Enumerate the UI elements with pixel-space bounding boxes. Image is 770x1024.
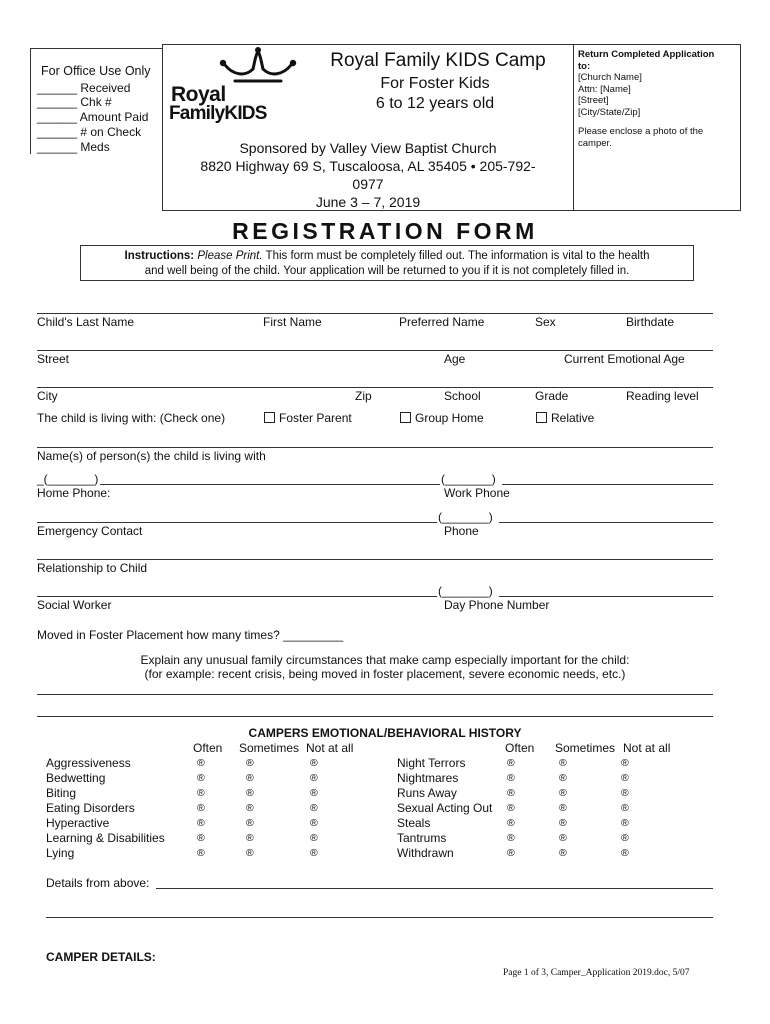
logo-familykids: FamilyKIDS (169, 103, 267, 124)
photo-note-2: camper. (578, 137, 612, 149)
history-item-left: Lying (46, 846, 75, 860)
label-preferred-name: Preferred Name (399, 315, 485, 329)
camp-dates: June 3 – 7, 2019 (315, 194, 421, 210)
radio-option-icon[interactable]: ® (621, 817, 629, 829)
group-home-label: Group Home (415, 411, 484, 425)
return-line-church: [Church Name] (578, 72, 642, 83)
option-foster-parent[interactable] (264, 411, 352, 425)
radio-option-icon[interactable]: ® (310, 847, 318, 859)
details-line-2[interactable] (46, 917, 713, 918)
history-item-left: Eating Disorders (46, 801, 135, 815)
relationship-line[interactable] (37, 559, 713, 560)
radio-option-icon[interactable]: ® (507, 757, 515, 769)
radio-option-icon[interactable]: ® (310, 832, 318, 844)
radio-option-icon[interactable]: ® (621, 832, 629, 844)
page-footer: Page 1 of 3, Camper_Application 2019.doc, 5/07 (503, 968, 690, 978)
label-work-phone: Work Phone (444, 486, 510, 500)
radio-option-icon[interactable]: ® (310, 787, 318, 799)
radio-option-icon[interactable]: ® (507, 802, 515, 814)
label-home-phone: Home Phone: (37, 486, 111, 500)
radio-option-icon[interactable]: ® (246, 772, 254, 784)
label-day-phone: Day Phone Number (444, 598, 550, 612)
option-relative[interactable] (536, 411, 594, 425)
checkbox-icon[interactable] (264, 412, 275, 423)
history-item-left: Aggressiveness (46, 756, 131, 770)
radio-option-icon[interactable]: ® (507, 847, 515, 859)
office-row-amount: ______ Amount Paid (37, 110, 149, 124)
logo-royal: Royal (171, 83, 226, 106)
day-phone-line[interactable] (499, 596, 713, 597)
col-sometimes-left: Sometimes (239, 741, 300, 755)
option-group-home[interactable] (400, 411, 484, 425)
radio-option-icon[interactable]: ® (197, 847, 205, 859)
radio-option-icon[interactable]: ® (197, 772, 205, 784)
radio-option-icon[interactable]: ® (559, 817, 567, 829)
camper-details-heading: CAMPER DETAILS: (46, 950, 156, 964)
checkbox-icon[interactable] (536, 412, 547, 423)
radio-option-icon[interactable]: ® (559, 757, 567, 769)
history-item-right: Sexual Acting Out (397, 801, 493, 815)
office-row-on-check: ______ # on Check (37, 125, 142, 139)
radio-option-icon[interactable]: ® (246, 757, 254, 769)
radio-option-icon[interactable]: ® (310, 817, 318, 829)
instructions-text-1: This form must be completely filled out. The information is vital to the health (265, 250, 650, 262)
radio-option-icon[interactable]: ® (197, 757, 205, 769)
radio-option-icon[interactable]: ® (246, 832, 254, 844)
label-emotional-age: Current Emotional Age (564, 352, 685, 366)
radio-option-icon[interactable]: ® (559, 787, 567, 799)
work-phone-paren: (_______) (441, 472, 496, 486)
label-city: City (37, 389, 58, 403)
radio-option-icon[interactable]: ® (507, 817, 515, 829)
radio-option-icon[interactable]: ® (310, 802, 318, 814)
home-phone-paren: _(_______) (37, 472, 99, 486)
radio-option-icon[interactable]: ® (559, 832, 567, 844)
home-phone-line[interactable] (100, 484, 440, 485)
emergency-phone-line[interactable] (499, 522, 713, 523)
col-often-left: Often (193, 741, 223, 755)
day-phone-paren: (_______) (438, 584, 493, 598)
label-grade: Grade (535, 389, 569, 403)
label-first-name: First Name (263, 315, 322, 329)
history-title: CAMPERS EMOTIONAL/BEHAVIORAL HISTORY (248, 726, 522, 740)
details-line-1[interactable] (156, 888, 713, 889)
instructions-box (80, 245, 694, 281)
radio-option-icon[interactable]: ® (621, 847, 629, 859)
radio-option-icon[interactable]: ® (246, 847, 254, 859)
radio-option-icon[interactable]: ® (621, 772, 629, 784)
city-line[interactable] (37, 387, 713, 388)
emergency-contact-line[interactable] (37, 522, 437, 523)
col-notatall-left: Not at all (306, 741, 354, 755)
office-use-title: For Office Use Only (41, 64, 151, 78)
radio-option-icon[interactable]: ® (559, 772, 567, 784)
history-item-right: Nightmares (397, 771, 459, 785)
radio-option-icon[interactable]: ® (507, 832, 515, 844)
checkbox-icon[interactable] (400, 412, 411, 423)
header-box (162, 44, 741, 211)
label-living-with: The child is living with: (Check one) (37, 411, 226, 425)
label-age: Age (444, 352, 466, 366)
radio-option-icon[interactable]: ® (197, 817, 205, 829)
social-worker-line[interactable] (37, 596, 437, 597)
radio-option-icon[interactable]: ® (559, 802, 567, 814)
instructions-italic: Please Print. (197, 250, 263, 262)
sponsor-line: Sponsored by Valley View Baptist Church (239, 140, 497, 156)
relative-label: Relative (551, 411, 595, 425)
office-use-box (30, 48, 162, 154)
radio-option-icon[interactable]: ® (310, 772, 318, 784)
radio-option-icon[interactable]: ® (197, 802, 205, 814)
return-title-2: to: (578, 60, 591, 72)
address-line-1: 8820 Highway 69 S, Tuscaloosa, AL 35405 • 205-792- (200, 158, 536, 174)
radio-option-icon[interactable]: ® (310, 757, 318, 769)
for-foster-kids: For Foster Kids (380, 75, 490, 92)
instructions-label: Instructions: (124, 250, 195, 262)
label-school: School (444, 389, 481, 403)
office-row-check: ______ Chk # (37, 95, 112, 109)
label-social-worker: Social Worker (37, 598, 112, 612)
work-phone-line[interactable] (502, 484, 713, 485)
explain-line-2: (for example: recent crisis, being moved in foster placement, severe economic needs, etc.) (144, 667, 626, 681)
history-item-left: Biting (46, 786, 77, 800)
explain-line-1: Explain any unusual family circumstances that make camp especially important for the child: (140, 653, 630, 667)
radio-option-icon[interactable]: ® (197, 832, 205, 844)
radio-option-icon[interactable]: ® (246, 802, 254, 814)
return-instructions (578, 49, 738, 149)
child-name-line[interactable] (37, 313, 713, 314)
instructions-text-2: and well being of the child. Your application will be returned to you if it is not completely filled in. (144, 265, 630, 277)
radio-option-icon[interactable]: ® (246, 787, 254, 799)
history-item-left: Hyperactive (46, 816, 110, 830)
office-row-received: ______ Received (37, 81, 131, 95)
radio-option-icon[interactable]: ® (507, 772, 515, 784)
label-relationship: Relationship to Child (37, 561, 148, 575)
address-line-2: 0977 (352, 176, 384, 192)
label-sex: Sex (535, 315, 556, 329)
label-child-last-name: Child's Last Name (37, 315, 134, 329)
registration-form-title: REGISTRATION FORM (232, 218, 538, 244)
history-item-right: Withdrawn (397, 846, 454, 860)
street-line[interactable] (37, 350, 713, 351)
explain-answer-line-1[interactable] (37, 694, 713, 695)
label-emergency-contact: Emergency Contact (37, 524, 143, 538)
return-line-attn: Attn: [Name] (578, 83, 631, 95)
radio-option-icon[interactable]: ® (507, 787, 515, 799)
label-phone: Phone (444, 524, 479, 538)
age-range: 6 to 12 years old (375, 95, 495, 112)
radio-option-icon[interactable]: ® (197, 787, 205, 799)
return-line-city: [City/State/Zip] (578, 106, 641, 118)
return-line-street: [Street] (578, 95, 609, 106)
history-item-right: Steals (397, 816, 431, 830)
label-names-living-with: Name(s) of person(s) the child is living with (37, 449, 266, 463)
label-reading-level: Reading level (626, 389, 699, 403)
col-often-right: Often (505, 741, 535, 755)
history-item-right: Tantrums (397, 831, 447, 845)
col-notatall-right: Not at all (623, 741, 671, 755)
radio-option-icon[interactable]: ® (559, 847, 567, 859)
radio-option-icon[interactable]: ® (621, 757, 629, 769)
photo-note-1: Please enclose a photo of the (578, 126, 704, 137)
emergency-phone-paren: (_______) (438, 510, 493, 524)
radio-option-icon[interactable]: ® (621, 787, 629, 799)
label-moved-placement: Moved in Foster Placement how many times? _________ (37, 628, 344, 642)
col-sometimes-right: Sometimes (555, 741, 616, 755)
radio-option-icon[interactable]: ® (621, 802, 629, 814)
history-item-right: Night Terrors (397, 756, 466, 770)
history-item-right: Runs Away (397, 786, 457, 800)
radio-option-icon[interactable]: ® (246, 817, 254, 829)
foster-parent-label: Foster Parent (279, 411, 352, 425)
explain-answer-line-2[interactable] (37, 716, 713, 717)
history-item-left: Learning & Disabilities (46, 831, 165, 845)
label-zip: Zip (355, 389, 372, 403)
label-street: Street (37, 352, 70, 366)
return-title-1: Return Completed Application (578, 49, 715, 60)
history-item-left: Bedwetting (46, 771, 106, 785)
camp-name: Royal Family KIDS Camp (330, 50, 546, 71)
office-row-meds: ______ Meds (37, 140, 110, 154)
label-birthdate: Birthdate (626, 315, 675, 329)
label-details: Details from above: (46, 876, 150, 890)
names-living-line[interactable] (37, 447, 713, 448)
